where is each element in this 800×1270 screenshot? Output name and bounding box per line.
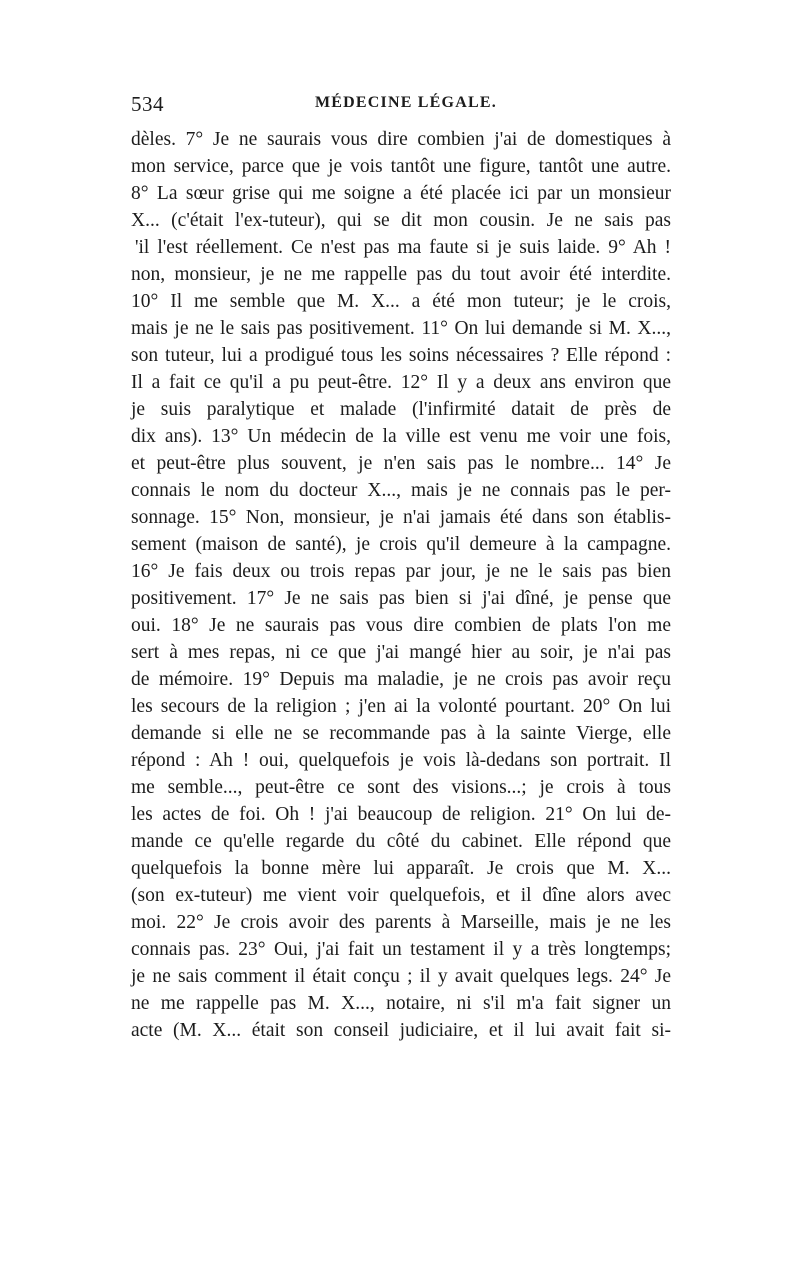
text-line: non, monsieur, je ne me rappelle pas du tout avoir été interdite. <box>131 264 671 285</box>
text-line: connais le nom du docteur X..., mais je ne connais pas le per- <box>131 480 671 501</box>
text-body <box>131 126 671 1044</box>
text-line: dèles. 7° Je ne saurais vous dire combien j'ai de domestiques à <box>131 129 671 150</box>
text-line: son tuteur, lui a prodigué tous les soins nécessaires ? Elle répond : <box>131 345 671 366</box>
text-line: 'il l'est réellement. Ce n'est pas ma faute si je suis laide. 9° Ah ! <box>135 237 671 258</box>
text-line: les secours de la religion ; j'en ai la volonté pourtant. 20° On lui <box>131 696 671 717</box>
text-line: X... (c'était l'ex-tuteur), qui se dit mon cousin. Je ne sais pas <box>131 210 671 231</box>
text-line: positivement. 17° Je ne sais pas bien si j'ai dîné, je pense que <box>131 588 671 609</box>
text-line: répond : Ah ! oui, quelquefois je vois là-dedans son portrait. Il <box>131 750 671 771</box>
text-line: et peut-être plus souvent, je n'en sais pas le nombre... 14° Je <box>131 453 671 474</box>
text-line: Il a fait ce qu'il a pu peut-être. 12° Il y a deux ans environ que <box>131 372 671 393</box>
text-line: mais je ne le sais pas positivement. 11° On lui demande si M. X..., <box>131 318 671 339</box>
text-line: (son ex-tuteur) me vient voir quelquefois, et il dîne alors avec <box>131 885 671 906</box>
text-line: sert à mes repas, ni ce que j'ai mangé hier au soir, je n'ai pas <box>131 642 671 663</box>
text-line: quelquefois la bonne mère lui apparaît. Je crois que M. X... <box>131 858 671 879</box>
text-line: demande si elle ne se recommande pas à la sainte Vierge, elle <box>131 723 671 744</box>
text-line: de mémoire. 19° Depuis ma maladie, je ne crois pas avoir reçu <box>131 669 671 690</box>
text-line: me semble..., peut-être ce sont des visions...; je crois à tous <box>131 777 671 798</box>
text-line: connais pas. 23° Oui, j'ai fait un testament il y a très longtemps; <box>131 939 671 960</box>
text-line: sonnage. 15° Non, monsieur, je n'ai jamais été dans son établis- <box>131 507 671 528</box>
page-number: 534 <box>131 92 164 116</box>
text-line: les actes de foi. Oh ! j'ai beaucoup de religion. 21° On lui de- <box>131 804 671 825</box>
text-line: dix ans). 13° Un médecin de la ville est venu me voir une fois, <box>131 426 671 447</box>
text-line: oui. 18° Je ne saurais pas vous dire combien de plats l'on me <box>131 615 671 636</box>
text-line: sement (maison de santé), je crois qu'il demeure à la campagne. <box>131 534 671 555</box>
text-line: 10° Il me semble que M. X... a été mon tuteur; je le crois, <box>131 291 671 312</box>
text-line: je ne sais comment il était conçu ; il y avait quelques legs. 24° Je <box>131 966 671 987</box>
text-line: ne me rappelle pas M. X..., notaire, ni s'il m'a fait signer un <box>131 993 671 1014</box>
text-line: 8° La sœur grise qui me soigne a été placée ici par un monsieur <box>131 183 671 204</box>
text-line: 16° Je fais deux ou trois repas par jour, je ne le sais pas bien <box>131 561 671 582</box>
text-line: mon service, parce que je vois tantôt une figure, tantôt une autre. <box>131 156 671 177</box>
page-header <box>131 92 667 118</box>
text-line: je suis paralytique et malade (l'infirmité datait de près de <box>131 399 671 420</box>
text-line: mande ce qu'elle regarde du côté du cabinet. Elle répond que <box>131 831 671 852</box>
text-line: moi. 22° Je crois avoir des parents à Marseille, mais je ne les <box>131 912 671 933</box>
running-title: MÉDECINE LÉGALE. <box>315 94 497 111</box>
text-line: acte (M. X... était son conseil judiciaire, et il lui avait fait si- <box>131 1020 671 1041</box>
